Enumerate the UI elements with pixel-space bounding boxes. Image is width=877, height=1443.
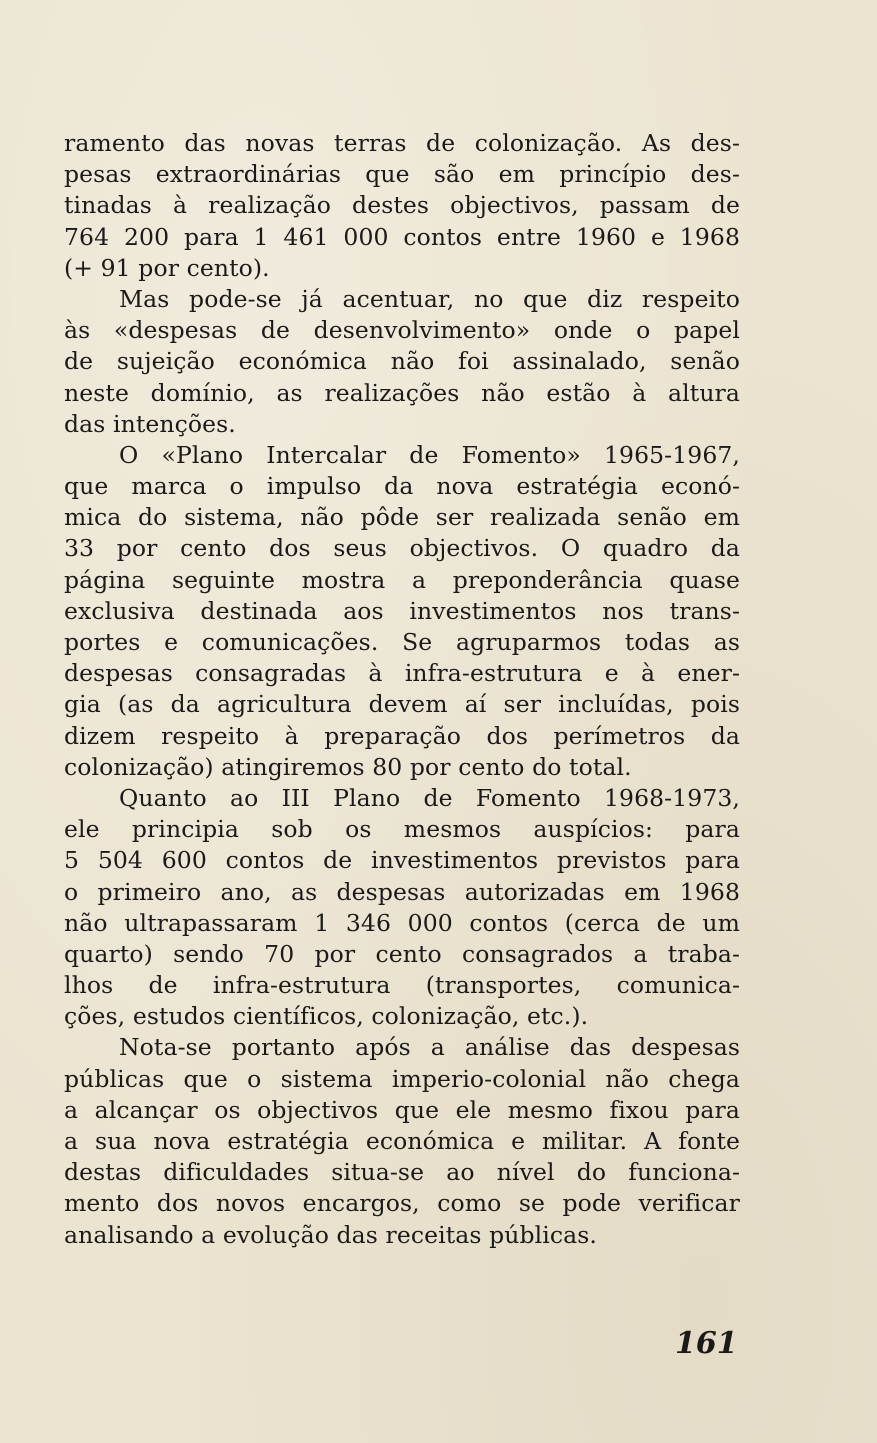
text-line: 33 por cento dos seus objectivos. O quadro da: [64, 534, 740, 563]
text-line: colonização) atingiremos 80 por cento do total.: [64, 752, 632, 781]
text-line: portes e comunicações. Se agruparmos todas as: [64, 628, 740, 656]
text-line: despesas consagradas à infra-estrutura e à ener-: [64, 659, 740, 688]
text-line: Quanto ao III Plano de Fomento 1968-1973,: [119, 783, 740, 812]
text-line: a sua nova estratégia económica e militar. A fonte: [64, 1127, 740, 1155]
text-line: o primeiro ano, as despesas autorizadas em 1968: [64, 877, 740, 906]
text-line: Nota-se portanto após a análise das despesas: [119, 1033, 740, 1062]
text-line: ramento das novas terras de colonização. As des-: [64, 129, 740, 157]
text-line: das intenções.: [64, 409, 236, 438]
text-line: públicas que o sistema imperio-colonial não chega: [64, 1064, 740, 1093]
text-line: neste domínio, as realizações não estão à altura: [64, 378, 740, 407]
text-line: exclusiva destinada aos investimentos nos trans-: [64, 596, 740, 625]
text-line: de sujeição económica não foi assinalado, senão: [64, 347, 740, 376]
text-line: página seguinte mostra a preponderância quase: [64, 565, 740, 594]
text-line: O «Plano Intercalar de Fomento» 1965-1967,: [119, 440, 740, 469]
text-line: ções, estudos científicos, colonização, etc.).: [64, 1002, 589, 1031]
text-line: lhos de infra-estrutura (transportes, comunica-: [64, 971, 740, 1000]
text-line: mica do sistema, não pôde ser realizada senão em: [64, 503, 740, 532]
text-line: Mas pode-se já acentuar, no que diz respeito: [119, 284, 740, 313]
text-line: quarto) sendo 70 por cento consagrados a traba-: [64, 939, 740, 968]
text-line: não ultrapassaram 1 346 000 contos (cerca de um: [64, 908, 740, 937]
text-line: tinadas à realização destes objectivos, passam de: [64, 191, 740, 220]
text-line: ele principia sob os mesmos auspícios: para: [64, 815, 740, 844]
text-line: destas dificuldades situa-se ao nível do funciona-: [64, 1158, 740, 1187]
text-line: que marca o impulso da nova estratégia econó-: [64, 472, 740, 501]
page-number: 161: [675, 1326, 738, 1361]
text-line: a alcançar os objectivos que ele mesmo fixou para: [64, 1095, 740, 1124]
text-line: gia (as da agricultura devem aí ser incluídas, pois: [64, 690, 740, 719]
text-line: 5 504 600 contos de investimentos previstos para: [64, 846, 740, 875]
text-line: pesas extraordinárias que são em princípio des-: [64, 160, 740, 189]
text-line: dizem respeito à preparação dos perímetros da: [64, 721, 740, 750]
body-text: [64, 128, 740, 1251]
text-line: mento dos novos encargos, como se pode verificar: [64, 1189, 740, 1218]
text-line: 764 200 para 1 461 000 contos entre 1960 e 1968: [64, 222, 740, 251]
text-line: analisando a evolução das receitas públicas.: [64, 1220, 597, 1249]
text-line: às «despesas de desenvolvimento» onde o papel: [64, 316, 740, 345]
text-line: (+ 91 por cento).: [64, 253, 270, 282]
